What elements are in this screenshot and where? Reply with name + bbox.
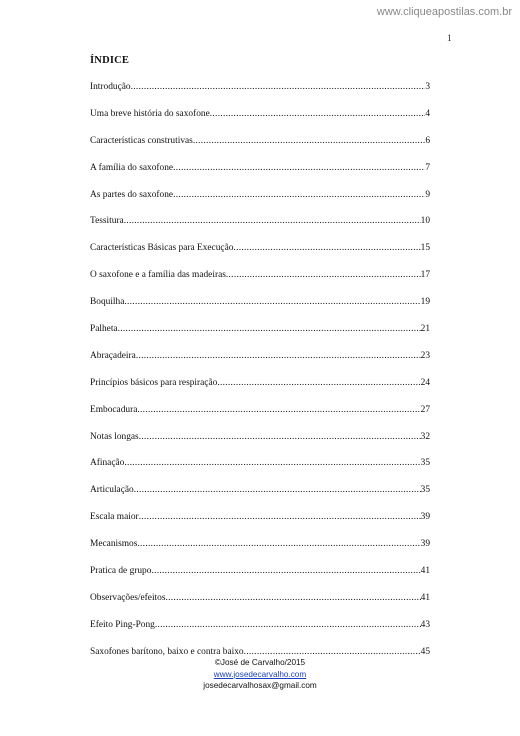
toc-dot-leader [233, 243, 420, 253]
toc-entry-page: 17 [420, 270, 430, 281]
toc-dot-leader [124, 216, 421, 226]
toc-entry[interactable] [90, 82, 430, 109]
toc-entry[interactable] [90, 109, 430, 136]
toc-entry-label: Notas longas [90, 431, 139, 442]
toc-entry-label: As partes do saxofone [90, 189, 174, 200]
toc-dot-leader [173, 190, 425, 200]
toc-entry[interactable] [90, 593, 430, 620]
toc-dot-leader [118, 324, 421, 334]
toc-entry[interactable] [90, 458, 430, 485]
toc-entry-page: 24 [420, 377, 430, 388]
toc-entry-label: Efeito Ping-Pong [90, 619, 155, 630]
toc-entry[interactable] [90, 297, 430, 324]
toc-entry[interactable] [90, 243, 430, 270]
toc-dot-leader [139, 512, 421, 522]
toc-entry-page: 9 [425, 189, 430, 200]
toc-dot-leader [210, 109, 426, 119]
toc-entry-page: 7 [425, 162, 430, 173]
toc-entry-label: Articulação [90, 485, 134, 496]
toc-entry[interactable] [90, 163, 430, 190]
toc-entry[interactable] [90, 620, 430, 647]
toc-dot-leader [173, 163, 425, 173]
page-number: 1 [447, 33, 452, 43]
toc-dot-leader [244, 647, 421, 657]
toc-entry-label: Abraçadeira [90, 350, 136, 361]
toc-dot-leader [217, 378, 420, 388]
toc-entry-label: Características Básicas para Execução [90, 243, 234, 254]
toc-dot-leader [139, 432, 421, 442]
toc-dot-leader [124, 458, 420, 468]
toc-entry[interactable] [90, 485, 430, 512]
toc-dot-leader [193, 136, 425, 146]
toc-entry-label: Palheta [90, 324, 118, 335]
toc-entry[interactable] [90, 324, 430, 351]
toc-dot-leader [134, 485, 421, 495]
toc-entry-page: 23 [420, 350, 430, 361]
toc-entry-label: A família do saxofone [90, 162, 174, 173]
footer-copyright: ©José de Carvalho/2015 [214, 658, 306, 667]
toc-entry-label: Embocadura [90, 404, 138, 415]
toc-dot-leader [137, 539, 420, 549]
toc-entry-label: Tessitura [90, 216, 124, 227]
table-of-contents [90, 82, 430, 674]
toc-entry-label: Introdução [90, 82, 131, 92]
toc-entry[interactable] [90, 405, 430, 432]
watermark-url: www.cliqueapostilas.com.br [376, 6, 512, 18]
toc-entry-label: Afinação [90, 458, 125, 469]
toc-entry-page: 32 [420, 431, 430, 442]
toc-dot-leader [131, 82, 426, 92]
footer-email: josedecarvalhosax@gmail.com [203, 681, 317, 690]
toc-entry-page: 27 [420, 404, 430, 415]
toc-entry-page: 19 [420, 297, 430, 308]
toc-dot-leader [155, 620, 421, 630]
toc-entry[interactable] [90, 190, 430, 217]
toc-entry[interactable] [90, 512, 430, 539]
footer-website-link[interactable]: www.josedecarvalho.com [213, 669, 307, 679]
toc-entry-page: 6 [425, 135, 430, 146]
toc-entry-label: Princípios básicos para respiração [90, 377, 218, 388]
toc-entry-page: 35 [420, 485, 430, 496]
toc-entry-page: 39 [420, 512, 430, 523]
toc-entry[interactable] [90, 378, 430, 405]
toc-dot-leader [124, 297, 420, 307]
toc-dot-leader [166, 593, 421, 603]
toc-dot-leader [226, 270, 421, 280]
toc-entry-label: Observações/efeitos [90, 592, 166, 603]
toc-dot-leader [151, 566, 420, 576]
toc-entry-page: 3 [425, 82, 430, 92]
toc-entry-page: 41 [420, 566, 430, 577]
toc-entry-page: 4 [425, 108, 430, 119]
toc-entry[interactable] [90, 432, 430, 459]
toc-entry[interactable] [90, 566, 430, 593]
toc-entry-page: 39 [420, 539, 430, 550]
toc-entry-label: Escala maior [90, 512, 139, 523]
toc-entry-label: Saxofones barítono, baixo e contra baixo [90, 646, 244, 657]
toc-entry-page: 35 [420, 458, 430, 469]
toc-entry-page: 43 [420, 619, 430, 630]
page-title: ÍNDICE [90, 55, 130, 66]
page-footer [0, 657, 520, 692]
toc-entry-page: 10 [420, 216, 430, 227]
toc-entry-label: Pratica de grupo [90, 566, 152, 577]
toc-entry-page: 45 [420, 646, 430, 657]
toc-dot-leader [136, 351, 421, 361]
toc-entry[interactable] [90, 216, 430, 243]
toc-entry-page: 15 [420, 243, 430, 254]
toc-entry[interactable] [90, 270, 430, 297]
toc-entry[interactable] [90, 136, 430, 163]
toc-entry-page: 21 [420, 324, 430, 335]
toc-dot-leader [137, 405, 420, 415]
toc-entry-label: Boquilha [90, 297, 125, 308]
toc-entry-label: Mecanismos [90, 539, 138, 550]
toc-entry[interactable] [90, 539, 430, 566]
toc-entry-page: 41 [420, 592, 430, 603]
toc-entry-label: Características construtivas [90, 135, 193, 146]
toc-entry-label: Uma breve história do saxofone [90, 108, 210, 119]
toc-entry[interactable] [90, 351, 430, 378]
toc-entry-label: O saxofone e a família das madeiras [90, 270, 226, 281]
